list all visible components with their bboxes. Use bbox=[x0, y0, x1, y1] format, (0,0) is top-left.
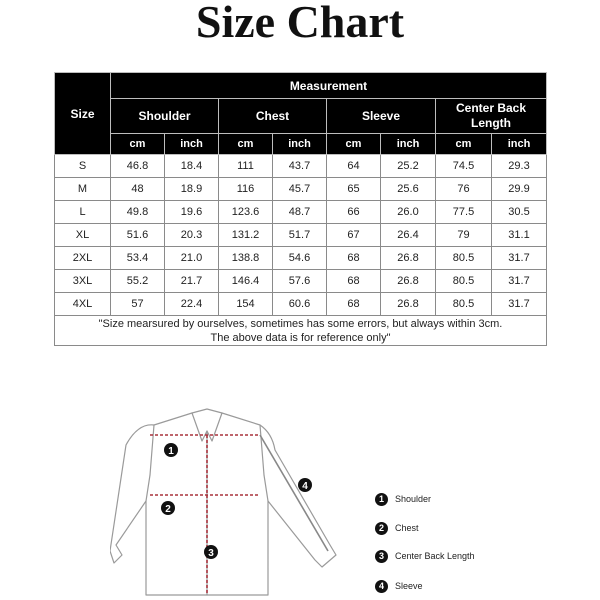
measurement-cell: 26.8 bbox=[381, 270, 436, 293]
measurement-cell: 31.7 bbox=[492, 247, 547, 270]
measurement-cell: 26.4 bbox=[381, 224, 436, 247]
measurement-marker-2 bbox=[161, 501, 175, 515]
measurement-cell: 51.6 bbox=[111, 224, 165, 247]
marker-label: 2 bbox=[165, 504, 171, 515]
measurement-cell: 20.3 bbox=[165, 224, 219, 247]
measurement-cell: 26.0 bbox=[381, 201, 436, 224]
measurement-cell: 18.4 bbox=[165, 155, 219, 178]
measurement-cell: 80.5 bbox=[436, 293, 492, 316]
unit-header: cm bbox=[436, 134, 492, 155]
size-cell: 4XL bbox=[55, 293, 111, 316]
measurement-cell: 26.8 bbox=[381, 293, 436, 316]
measurement-cell: 45.7 bbox=[273, 178, 327, 201]
measurement-marker-4 bbox=[298, 478, 312, 492]
column-header-chest: Chest bbox=[219, 99, 327, 134]
size-chart-table bbox=[54, 72, 547, 346]
measurement-cell: 21.0 bbox=[165, 247, 219, 270]
measurement-cell: 111 bbox=[219, 155, 273, 178]
measurement-cell: 55.2 bbox=[111, 270, 165, 293]
legend-item-center-back-length bbox=[375, 549, 475, 563]
column-header-shoulder: Shoulder bbox=[111, 99, 219, 134]
measurement-cell: 31.7 bbox=[492, 293, 547, 316]
measurement-cell: 51.7 bbox=[273, 224, 327, 247]
legend-number: 2 bbox=[375, 522, 388, 535]
measurement-cell: 31.1 bbox=[492, 224, 547, 247]
table-row bbox=[55, 293, 547, 316]
measurement-cell: 68 bbox=[327, 247, 381, 270]
column-header-center-back-length: Center Back Length bbox=[436, 99, 547, 134]
measurement-cell: 29.9 bbox=[492, 178, 547, 201]
table-row bbox=[55, 224, 547, 247]
note-line: The above data is for reference only" bbox=[210, 331, 391, 344]
legend-number: 1 bbox=[375, 493, 388, 506]
measurement-header: Measurement bbox=[111, 73, 547, 99]
measurement-cell: 60.6 bbox=[273, 293, 327, 316]
measurement-cell: 49.8 bbox=[111, 201, 165, 224]
measurement-cell: 43.7 bbox=[273, 155, 327, 178]
measurement-cell: 30.5 bbox=[492, 201, 547, 224]
table-row bbox=[55, 201, 547, 224]
size-cell: XL bbox=[55, 224, 111, 247]
measurement-cell: 25.6 bbox=[381, 178, 436, 201]
page-title: Size Chart bbox=[195, 0, 405, 47]
table-row bbox=[55, 178, 547, 201]
legend-item-chest bbox=[375, 521, 419, 535]
measurement-cell: 57 bbox=[111, 293, 165, 316]
table-row bbox=[55, 247, 547, 270]
table-row bbox=[55, 155, 547, 178]
unit-header: cm bbox=[327, 134, 381, 155]
measurement-cell: 31.7 bbox=[492, 270, 547, 293]
table-row bbox=[55, 270, 547, 293]
measurement-cell: 67 bbox=[327, 224, 381, 247]
measurement-cell: 65 bbox=[327, 178, 381, 201]
measurement-cell: 131.2 bbox=[219, 224, 273, 247]
measurement-cell: 54.6 bbox=[273, 247, 327, 270]
unit-header: inch bbox=[381, 134, 436, 155]
measurement-cell: 53.4 bbox=[111, 247, 165, 270]
measurement-cell: 68 bbox=[327, 293, 381, 316]
measurement-cell: 25.2 bbox=[381, 155, 436, 178]
legend-label: Chest bbox=[395, 523, 419, 533]
unit-header: cm bbox=[219, 134, 273, 155]
legend-number: 3 bbox=[375, 550, 388, 563]
measurement-cell: 19.6 bbox=[165, 201, 219, 224]
measurement-cell: 79 bbox=[436, 224, 492, 247]
measurement-cell: 64 bbox=[327, 155, 381, 178]
shirt-measurement-diagram bbox=[110, 405, 350, 600]
shirt-outline bbox=[110, 409, 336, 595]
unit-header: cm bbox=[111, 134, 165, 155]
measurement-cell: 26.8 bbox=[381, 247, 436, 270]
measurement-cell: 21.7 bbox=[165, 270, 219, 293]
marker-label: 1 bbox=[168, 446, 174, 457]
size-cell: S bbox=[55, 155, 111, 178]
measurement-cell: 77.5 bbox=[436, 201, 492, 224]
legend-label: Sleeve bbox=[395, 581, 423, 591]
size-table-body bbox=[55, 155, 547, 316]
legend-item-sleeve bbox=[375, 579, 423, 593]
column-header-sleeve: Sleeve bbox=[327, 99, 436, 134]
unit-header: inch bbox=[273, 134, 327, 155]
measurement-cell: 57.6 bbox=[273, 270, 327, 293]
legend-number: 4 bbox=[375, 580, 388, 593]
measurement-cell: 22.4 bbox=[165, 293, 219, 316]
measurement-cell: 18.9 bbox=[165, 178, 219, 201]
measurement-cell: 68 bbox=[327, 270, 381, 293]
note-line: "Size mearsured by ourselves, sometimes has some errors, but always within 3cm. bbox=[98, 317, 503, 330]
size-cell: M bbox=[55, 178, 111, 201]
unit-header: inch bbox=[492, 134, 547, 155]
measurement-cell: 123.6 bbox=[219, 201, 273, 224]
unit-header: inch bbox=[165, 134, 219, 155]
measurement-cell: 80.5 bbox=[436, 247, 492, 270]
measurement-cell: 74.5 bbox=[436, 155, 492, 178]
measurement-cell: 48 bbox=[111, 178, 165, 201]
measurement-cell: 116 bbox=[219, 178, 273, 201]
measurement-cell: 80.5 bbox=[436, 270, 492, 293]
legend-item-shoulder bbox=[375, 492, 431, 506]
table-note bbox=[55, 316, 547, 346]
legend-label: Center Back Length bbox=[395, 551, 475, 561]
size-cell: L bbox=[55, 201, 111, 224]
measurement-cell: 29.3 bbox=[492, 155, 547, 178]
marker-label: 3 bbox=[208, 548, 214, 559]
measurement-lines bbox=[150, 435, 328, 595]
measurement-cell: 46.8 bbox=[111, 155, 165, 178]
measurement-cell: 76 bbox=[436, 178, 492, 201]
marker-label: 4 bbox=[302, 481, 308, 492]
size-header: Size bbox=[55, 73, 111, 155]
measurement-cell: 154 bbox=[219, 293, 273, 316]
measurement-marker-3 bbox=[204, 545, 218, 559]
legend-label: Shoulder bbox=[395, 494, 432, 504]
size-cell: 3XL bbox=[55, 270, 111, 293]
measurement-cell: 146.4 bbox=[219, 270, 273, 293]
measurement-marker-1 bbox=[164, 443, 178, 457]
measurement-cell: 138.8 bbox=[219, 247, 273, 270]
measurement-cell: 48.7 bbox=[273, 201, 327, 224]
size-cell: 2XL bbox=[55, 247, 111, 270]
measurement-cell: 66 bbox=[327, 201, 381, 224]
